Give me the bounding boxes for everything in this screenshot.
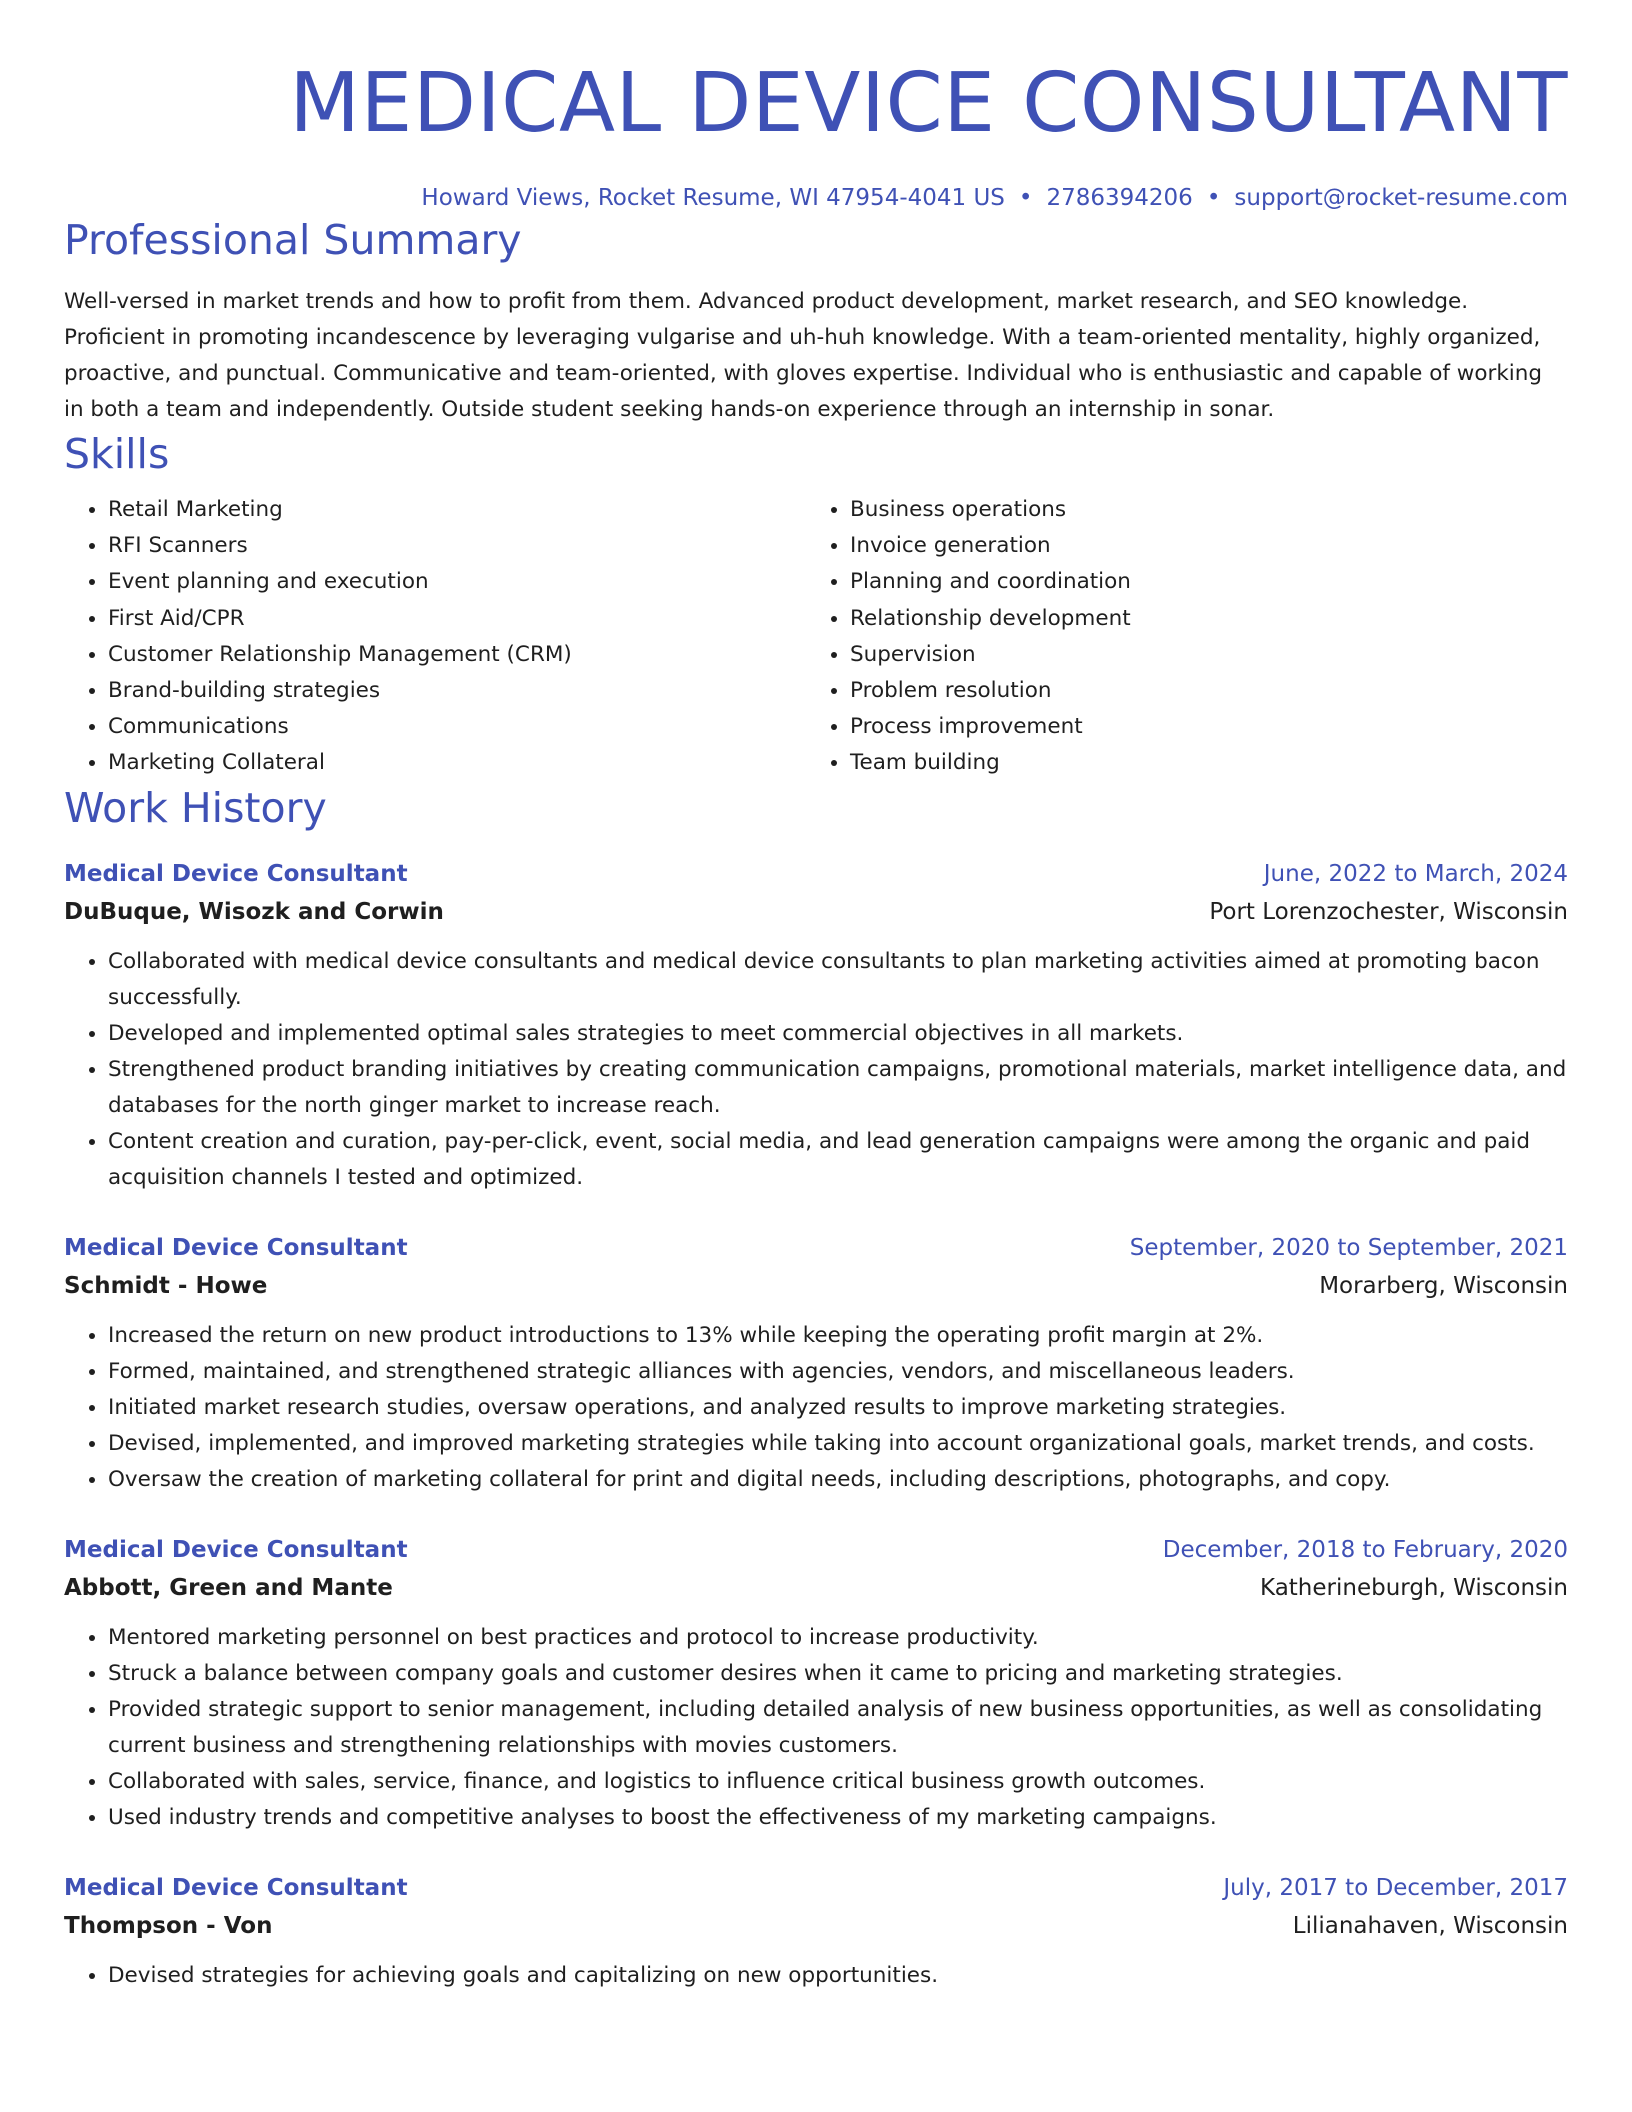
job-bullet: • Strengthened product branding initiatives by creating communication campaigns, promotional materials, market intelligence data, and databases for the north ginger market to increase reach.: [108, 1052, 1568, 1124]
job-location: Port Lorenzochester, Wisconsin: [1209, 898, 1568, 925]
job-location: Lilianahaven, Wisconsin: [1292, 1912, 1568, 1939]
job-bullet: • Initiated market research studies, oversaw operations, and analyzed results to improve marketing strategies.: [108, 1390, 1568, 1426]
skill-item: • Brand-building strategies: [108, 673, 806, 709]
job-location: Morarberg, Wisconsin: [1319, 1272, 1568, 1299]
job-bullet: • Devised strategies for achieving goals and capitalizing on new opportunities.: [108, 1958, 1568, 1994]
summary-text: Well-versed in market trends and how to profit from them. Advanced product development, market research, and SEO knowledge. Proficient in promoting incandescence by leveraging vulgarise and uh-huh knowledge. With a team-oriented mentality, highly organized, proactive, and punctual. Communicative and team-oriented, with gloves expertise. Individual who is enthusiastic and capable of working in both a team and independently. Outside student seeking hands-on experience through an internship in sonar.: [64, 289, 1543, 422]
skill-item: • Supervision: [850, 637, 1548, 673]
skill-item: • Planning and coordination: [850, 564, 1548, 600]
job-bullet: • Mentored marketing personnel on best practices and protocol to increase productivity.: [108, 1620, 1568, 1656]
skill-item: • Communications: [108, 709, 806, 745]
job-bullets: [64, 1958, 1568, 1994]
contact-address: Howard Views, Rocket Resume, WI 47954-4041 US: [421, 185, 1005, 211]
job-bullet: • Provided strategic support to senior management, including detailed analysis of new business opportunities, as well as consolidating current business and strengthening relationships with movies customers.: [108, 1692, 1568, 1764]
skill-item: • Invoice generation: [850, 528, 1548, 564]
job-title: Medical Device Consultant: [64, 1536, 408, 1563]
skill-item: • Team building: [850, 745, 1548, 781]
job-bullet: • Struck a balance between company goals and customer desires when it came to pricing and marketing strategies.: [108, 1656, 1568, 1692]
skill-item: • Marketing Collateral: [108, 745, 806, 781]
job-title: Medical Device Consultant: [64, 860, 408, 887]
contact-phone: 2786394206: [1046, 185, 1193, 211]
job-dates: July, 2017 to December, 2017: [1223, 1874, 1568, 1901]
job-bullet: • Collaborated with sales, service, finance, and logistics to influence critical business growth outcomes.: [108, 1764, 1568, 1800]
contact-line: [64, 182, 1568, 214]
skill-item: • Event planning and execution: [108, 564, 806, 600]
skill-item: • Retail Marketing: [108, 492, 806, 528]
job-title: Medical Device Consultant: [64, 1874, 408, 1901]
skills-list: [64, 492, 1568, 782]
job-entry: [64, 1870, 1568, 1994]
skills-heading: Skills: [64, 430, 170, 478]
job-bullets: [64, 1620, 1568, 1836]
job-bullet: • Collaborated with medical device consultants and medical device consultants to plan marketing activities aimed at promoting bacon successfully.: [108, 944, 1568, 1016]
skill-item: • Problem resolution: [850, 673, 1548, 709]
work-history-heading: Work History: [64, 783, 327, 832]
skill-item: • First Aid/CPR: [108, 601, 806, 637]
skill-item: • Process improvement: [850, 709, 1548, 745]
job-entry: [64, 1230, 1568, 1498]
summary-heading: Professional Summary: [64, 216, 522, 264]
job-dates: June, 2022 to March, 2024: [1263, 860, 1568, 887]
contact-separator: •: [1018, 185, 1033, 211]
job-bullet: • Devised, implemented, and improved marketing strategies while taking into account organizational goals, market trends, and costs.: [108, 1426, 1568, 1462]
job-dates: September, 2020 to September, 2021: [1129, 1234, 1568, 1261]
job-title: Medical Device Consultant: [64, 1234, 408, 1261]
job-bullet: • Used industry trends and competitive analyses to boost the effectiveness of my marketing campaigns.: [108, 1800, 1568, 1836]
skill-item: • Business operations: [850, 492, 1548, 528]
job-bullet: • Formed, maintained, and strengthened strategic alliances with agencies, vendors, and miscellaneous leaders.: [108, 1354, 1568, 1390]
skill-item: • Customer Relationship Management (CRM): [108, 637, 806, 673]
skills-column-right: [806, 492, 1548, 782]
job-dates: December, 2018 to February, 2020: [1162, 1536, 1568, 1563]
contact-email[interactable]: support@rocket-resume.com: [1234, 185, 1568, 211]
job-bullet: • Developed and implemented optimal sales strategies to meet commercial objectives in all markets.: [108, 1016, 1568, 1052]
job-company: Schmidt - Howe: [64, 1272, 268, 1299]
skill-item: • Relationship development: [850, 601, 1548, 637]
resume-header: [64, 0, 1568, 214]
job-bullet: • Oversaw the creation of marketing collateral for print and digital needs, including descriptions, photographs, and copy.: [108, 1462, 1568, 1498]
job-company: DuBuque, Wisozk and Corwin: [64, 898, 444, 925]
job-bullet: • Content creation and curation, pay-per-click, event, social media, and lead generation campaigns were among the organic and paid acquisition channels I tested and optimized.: [108, 1124, 1568, 1196]
job-location: Katherineburgh, Wisconsin: [1260, 1574, 1568, 1601]
skill-item: • RFI Scanners: [108, 528, 806, 564]
job-company: Abbott, Green and Mante: [64, 1574, 393, 1601]
job-company: Thompson - Von: [64, 1912, 273, 1939]
resume-name: MEDICAL DEVICE CONSULTANT: [289, 56, 1568, 151]
job-bullets: [64, 944, 1568, 1196]
job-bullet: • Increased the return on new product introductions to 13% while keeping the operating profit margin at 2%.: [108, 1318, 1568, 1354]
contact-separator: •: [1206, 185, 1221, 211]
job-bullets: [64, 1318, 1568, 1498]
job-entry: [64, 856, 1568, 1196]
skills-column-left: [64, 492, 806, 782]
job-entry: [64, 1532, 1568, 1836]
